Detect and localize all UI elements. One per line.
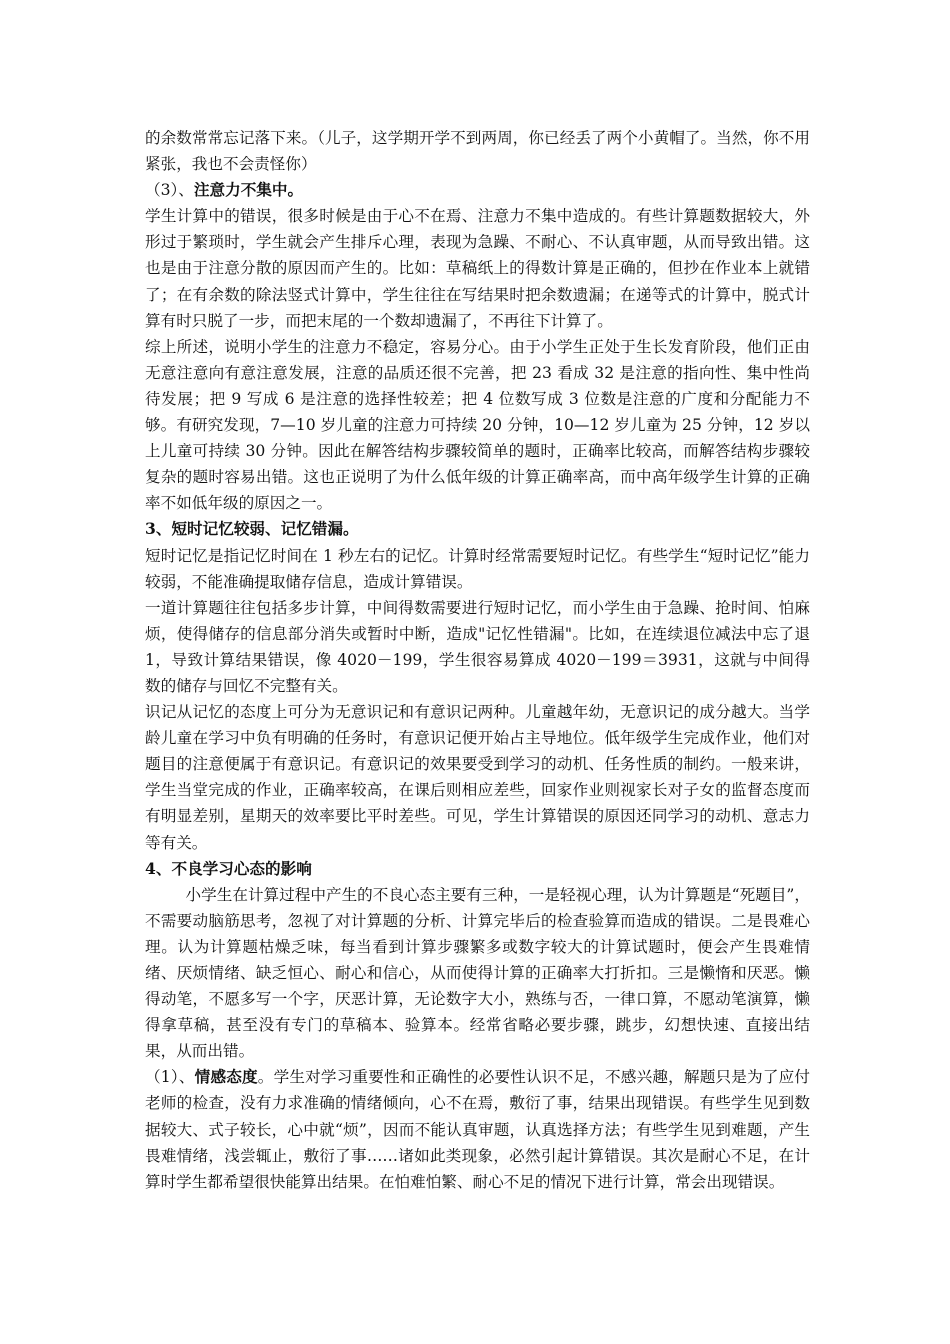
- heading-attention: [145, 177, 810, 203]
- emotional-attitude-title: 情感态度: [194, 1067, 258, 1087]
- heading-learning-attitude: 4、不良学习心态的影响: [145, 858, 312, 878]
- paragraph-attention-errors: 学生计算中的错误，很多时候是由于心不在焉、注意力不集中造成的。有些计算题数据较大，外形过于繁琐时，学生就会产生排斥心理，表现为急躁、不耐心、不认真审题，从而导致出错。这也是由于注意分散的原因而产生的。比如：草稿纸上的得数计算是正确的，但抄在作业本上就错了；在有余数的除法竖式计算中，学生往往在写结果时把余数遗漏；在递等式的计算中，脱式计算有时只脱了一步，而把末尾的一个数却遗漏了，不再往下计算了。: [145, 207, 810, 330]
- paragraph-memory-errors: 一道计算题往往包括多步计算，中间得数需要进行短时记忆，而小学生由于急躁、抢时间、怕麻烦，使得储存的信息部分消失或暂时中断，造成"记忆性错漏"。比如，在连续退位减法中忘了退 1，导致计算结果错误，像 4020－199，学生很容易算成 4020－199＝3931，这就与中间得数的储存与回忆不完整有关。: [145, 598, 810, 695]
- paragraph-emotional-attitude: [145, 1064, 810, 1194]
- emotional-attitude-text: 。学生对学习重要性和正确性的必要性认识不足，不感兴趣，解题只是为了应付老师的检查，没有力求准确的情绪倾向，心不在焉，敷衍了事，结果出现错误。有些学生见到数据较大、式子较长，心中就“烦”，因而不能认真审题，认真选择方法；有些学生见到难题，产生畏难情绪，浅尝辄止，敷衍了事……诸如此类现象，必然引起计算错误。其次是耐心不足，在计算时学生都希望很快能算出结果。在怕难怕繁、耐心不足的情况下进行计算，常会出现错误。: [145, 1068, 810, 1191]
- paragraph-bad-mentality: 小学生在计算过程中产生的不良心态主要有三种，一是轻视心理，认为计算题是“死题目”，不需要动脑筋思考，忽视了对计算题的分析、计算完毕后的检查验算而造成的错误。二是畏难心理。认为计算题枯燥乏味，每当看到计算步骤繁多或数字较大的计算试题时，便会产生畏难情绪、厌烦情绪、缺乏恒心、耐心和信心，从而使得计算的正确率大打折扣。三是懒惰和厌恶。懒得动笔，不愿多写一个字，厌恶计算，无论数字大小，熟练与否，一律口算，不愿动笔演算，懒得拿草稿，甚至没有专门的草稿本、验算本。经常省略必要步骤，跳步，幻想快速、直接出结果，从而出错。: [145, 885, 810, 1061]
- document-body: [145, 125, 810, 1195]
- heading-attention-title: 注意力不集中。: [193, 180, 304, 200]
- paragraph-intentional-memory: 识记从记忆的态度上可分为无意识记和有意识记两种。儿童越年幼，无意识记的成分越大。当学龄儿童在学习中负有明确的任务时，有意识记便开始占主导地位。低年级学生完成作业，他们对题目的注意便属于有意识记。有意识记的效果要受到学习的动机、任务性质的制约。一般来讲，学生当堂完成的作业，正确率较高，在课后则相应差些，回家作业则视家长对子女的监督态度而有明显差别，星期天的效率要比平时差些。可见，学生计算错误的原因还同学习的动机、意志力等有关。: [145, 703, 810, 852]
- emotional-attitude-prefix: （1）、: [145, 1068, 195, 1087]
- paragraph-short-term-memory: 短时记忆是指记忆时间在 1 秒左右的记忆。计算时经常需要短时记忆。有些学生“短时记忆”能力较弱，不能准确提取储存信息，造成计算错误。: [145, 546, 810, 591]
- heading-short-term-memory: 3、短时记忆较弱、记忆错漏。: [145, 519, 359, 539]
- heading-attention-prefix: （3）、: [145, 181, 194, 200]
- paragraph-remainder-note: 的余数常常忘记落下来。（儿子，这学期开学不到两周，你已经丢了两个小黄帽了。当然，你不用紧张，我也不会责怪你）: [145, 129, 810, 174]
- paragraph-summary: 综上所述，说明小学生的注意力不稳定，容易分心。由于小学生正处于生长发育阶段，他们正由无意注意向有意注意发展，注意的品质还很不完善，把 23 看成 32 是注意的指向性、集中性尚待发展；把 9 写成 6 是注意的选择性较差；把 4 位数写成 3 位数是注意的广度和分配能力不够。有研究发现，7—10 岁儿童的注意力可持续 20 分钟，10—12 岁儿童为 25 分钟，12 岁以上儿童可持续 30 分钟。因此在解答结构步骤较简单的题时，正确率比较高，而解答结构步骤较复杂的题时容易出错。这也正说明了为什么低年级的计算正确率高，而中高年级学生计算的正确率不如低年级的原因之一。: [145, 337, 810, 513]
